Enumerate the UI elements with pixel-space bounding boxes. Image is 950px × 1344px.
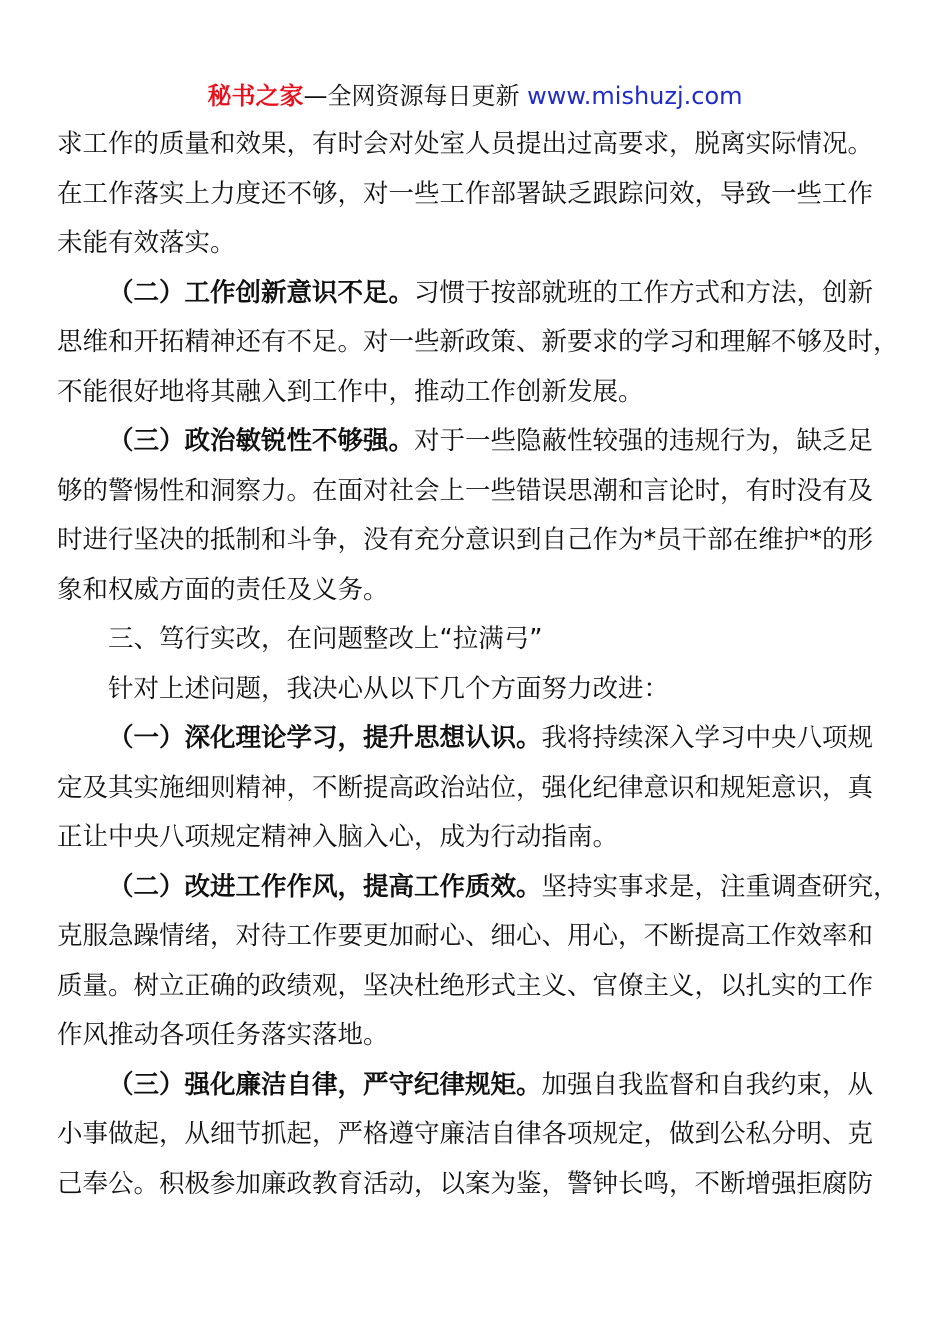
text-line (57, 269, 902, 319)
text-line (57, 318, 902, 368)
text-line (57, 863, 902, 913)
text-line (57, 467, 902, 517)
text-line (57, 219, 902, 269)
text-run: 正让中央八项规定精神入脑入心，成为行动指南。 (57, 822, 619, 852)
text-run: 克服急躁情绪，对待工作要更加耐心、细心、用心，不断提高工作效率和 (57, 921, 874, 951)
text-run: 三、笃行实改，在问题整改上“拉满弓” (108, 624, 543, 654)
text-run: 思维和开拓精神还有不足。对一些新政策、新要求的学习和理解不够及时， (57, 327, 899, 357)
section-heading: （二）改进工作作风，提高工作质效。 (108, 871, 542, 902)
text-line (57, 813, 902, 863)
header-tagline: —全网资源每日更新 (303, 82, 528, 110)
text-line (57, 615, 902, 665)
site-url[interactable]: www.mishuzj.com (527, 82, 743, 110)
text-run: 不能很好地将其融入到工作中，推动工作创新发展。 (57, 376, 644, 407)
text-run: 够的警惕性和洞察力。在面对社会上一些错误思潮和言论时，有时没有及 (57, 475, 874, 506)
text-run: 求工作的质量和效果，有时会对处室人员提出过高要求，脱离实际情况。 (57, 129, 874, 159)
text-run: 象和权威方面的责任及义务。 (57, 574, 389, 605)
text-run: 对于一些隐蔽性较强的违规行为，缺乏足 (414, 426, 874, 456)
text-line (57, 1011, 902, 1061)
document-body (57, 120, 902, 1209)
text-run: 时进行坚决的抵制和斗争，没有充分意识到自己作为*员干部在维护*的形 (57, 525, 874, 555)
text-run: 作风推动各项任务落实落地。 (57, 1020, 389, 1050)
text-run: 质量。树立正确的政绩观，坚决杜绝形式主义、官僚主义，以扎实的工作 (57, 970, 874, 1001)
text-run: 己奉公。积极参加廉政教育活动，以案为鉴，警钟长鸣，不断增强拒腐防 (57, 1168, 874, 1199)
text-line (57, 368, 902, 418)
text-line (57, 1160, 902, 1210)
text-run: 习惯于按部就班的工作方式和方法，创新 (414, 277, 874, 308)
text-run: 加强自我监督和自我约束，从 (541, 1069, 874, 1100)
text-line (57, 764, 902, 814)
text-line (57, 912, 902, 962)
text-run: 我将持续深入学习中央八项规 (541, 723, 874, 753)
site-header (0, 80, 950, 112)
brand-name: 秘书之家 (207, 82, 304, 110)
section-heading: （二）工作创新意识不足。 (108, 277, 415, 308)
text-line (57, 120, 902, 170)
text-line (57, 516, 902, 566)
text-run: 未能有效落实。 (57, 228, 236, 258)
text-run: 小事做起，从细节抓起，严格遵守廉洁自律各项规定，做到公私分明、克 (57, 1119, 874, 1149)
text-line (57, 170, 902, 220)
section-heading: （一）深化理论学习，提升思想认识。 (108, 723, 542, 753)
text-run: 坚持实事求是，注重调查研究， (541, 871, 899, 902)
text-line (57, 714, 902, 764)
text-line (57, 1110, 902, 1160)
section-heading: （三）政治敏锐性不够强。 (108, 426, 415, 456)
text-line (57, 1061, 902, 1111)
text-run: 定及其实施细则精神，不断提高政治站位，强化纪律意识和规矩意识，真 (57, 772, 874, 803)
text-run: 在工作落实上力度还不够，对一些工作部署缺乏跟踪问效，导致一些工作 (57, 178, 874, 209)
text-line (57, 417, 902, 467)
text-line (57, 566, 902, 616)
section-heading: （三）强化廉洁自律，严守纪律规矩。 (108, 1069, 542, 1100)
text-run: 针对上述问题，我决心从以下几个方面努力改进： (108, 673, 670, 704)
text-line (57, 665, 902, 715)
text-line (57, 962, 902, 1012)
